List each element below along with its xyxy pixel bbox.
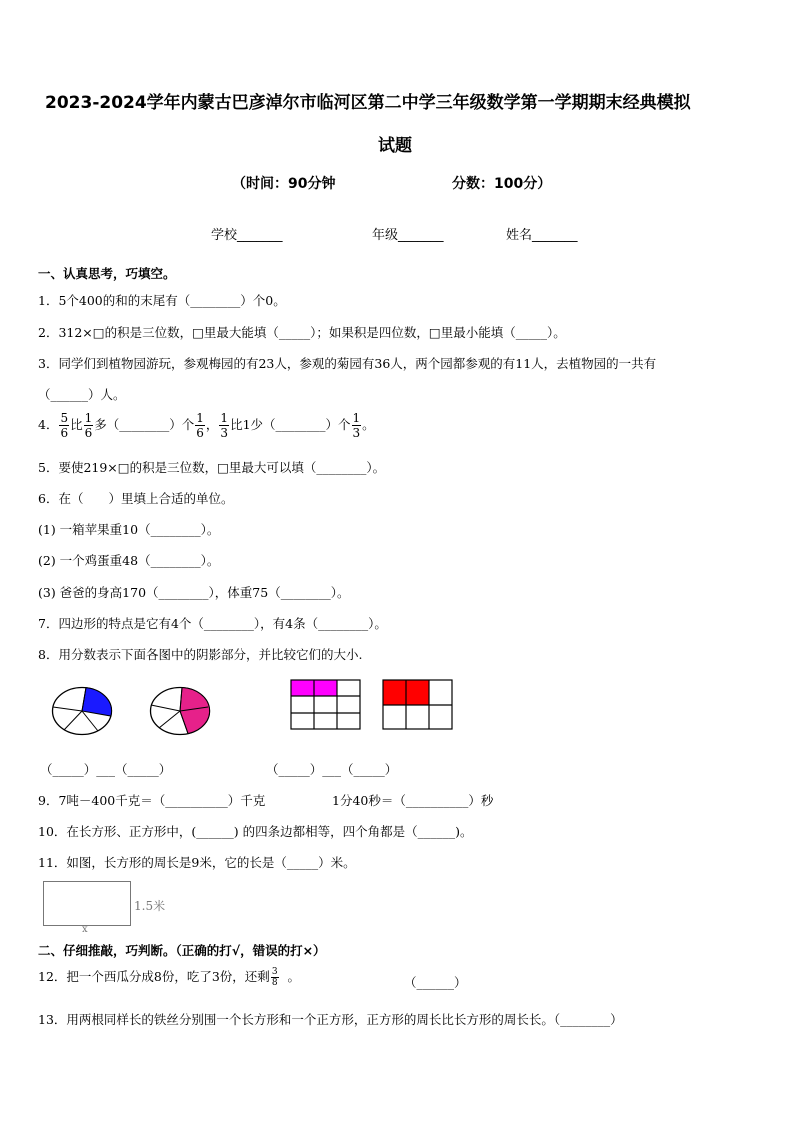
rectangle-figure	[43, 881, 131, 926]
pie-chart-blue	[50, 685, 114, 737]
question-6-1: (1) 一箱苹果重10（________）。	[38, 522, 220, 537]
question-6-3: (3) 爸爸的身高170（________），体重75（________）。	[38, 585, 350, 600]
section-2-title: 二、仔细推敲，巧判断。（正确的打√，错误的打×）	[38, 943, 326, 958]
question-12-answer: （______）	[404, 975, 467, 990]
rectangle-length-label: x	[82, 924, 88, 935]
q4-prefix: 4．	[38, 417, 59, 432]
page-title-line2: 试题	[378, 136, 412, 156]
q8-answer-1: （_____）___（_____）	[40, 762, 172, 777]
fraction: $\frac{1}{6}$	[84, 411, 93, 440]
question-13: 13．用两根同样长的铁丝分别围一个长方形和一个正方形，正方形的周长比长方形的周长长。（________）	[38, 1012, 623, 1027]
rectangle-width-label: 1.5米	[134, 899, 166, 913]
question-2: 2．312×□的积是三位数，□里最大能填（_____）；如果积是四位数，□里最小能填（_____）。	[38, 325, 566, 340]
question-11: 11．如图，长方形的周长是9米，它的长是（_____）米。	[38, 855, 356, 870]
name-field: 姓名_______	[506, 228, 578, 243]
fraction: $\frac{3}{8}$	[271, 967, 278, 988]
question-10: 10．在长方形、正方形中，(______) 的四条边都相等，四个角都是（______)。	[38, 824, 473, 839]
fraction: $\frac{1}{6}$	[196, 411, 204, 440]
exam-time: （时间：90分钟	[232, 176, 336, 192]
question-7: 7．四边形的特点是它有4个（________），有4条（________）。	[38, 616, 387, 631]
fraction: $\frac{1}{3}$	[220, 411, 229, 440]
question-6: 6．在（ ）里填上合适的单位。	[38, 491, 234, 506]
grid-red	[382, 679, 454, 731]
question-6-2: (2) 一个鸡蛋重48（________）。	[38, 553, 220, 568]
pie-chart-pink	[148, 685, 212, 737]
school-field: 学校_______	[211, 228, 283, 243]
section-1-title: 一、认真思考，巧填空。	[38, 266, 176, 281]
question-9a: 9．7吨－400千克＝（__________）千克	[38, 793, 266, 808]
question-3-line2: （______）人。	[38, 387, 126, 402]
grade-field: 年级_______	[372, 228, 444, 243]
page-title: 2023-2024学年内蒙古巴彦淖尔市临河区第二中学三年级数学第一学期期末经典模拟	[45, 93, 691, 113]
fraction: $\frac{1}{3}$	[352, 411, 361, 440]
grid-magenta	[290, 679, 362, 731]
question-4: 4． $\frac{5}{6}$ 比 $\frac{1}{6}$ 多（________）个 $\frac{1}{6}$ ， $\frac{1}{3}$ 比1少（________）个 $\frac{1}{3}$ 。	[38, 411, 375, 440]
question-3-line1: 3．同学们到植物园游玩，参观梅园的有23人，参观的菊园有36人，两个园都参观的有11人，去植物园的一共有	[38, 356, 657, 371]
question-8: 8．用分数表示下面各图中的阴影部分，并比较它们的大小.	[38, 647, 363, 662]
question-9b: 1分40秒＝（__________）秒	[332, 793, 494, 808]
question-5: 5．要使219×□的积是三位数，□里最大可以填（________）。	[38, 460, 386, 475]
q8-answer-2: （_____）___（_____）	[266, 762, 398, 777]
fraction: $\frac{5}{6}$	[60, 411, 69, 440]
question-12: 12．把一个西瓜分成8份，吃了3份，还剩 $\frac{3}{8}$ 。	[38, 967, 301, 988]
question-1: 1．5个400的和的末尾有（________）个0。	[38, 293, 286, 308]
exam-score: 分数：100分）	[452, 176, 552, 192]
